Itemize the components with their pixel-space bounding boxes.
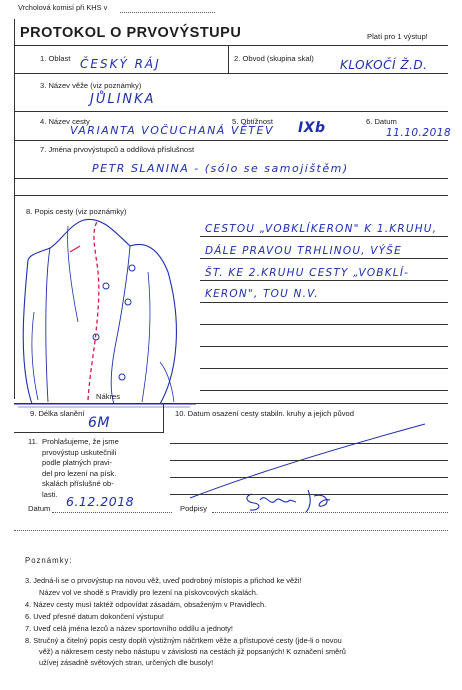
row-line-4 bbox=[14, 178, 448, 179]
field-datum-value: 11.10.2018 bbox=[386, 127, 452, 139]
field-slaneni-label: 9. Délka slanění bbox=[30, 409, 85, 418]
field-popis-label: 8. Popis cesty (viz poznámky) bbox=[26, 207, 127, 216]
field-obtiznost-label: 5. Obtížnost bbox=[232, 117, 273, 126]
commission-dotline bbox=[120, 12, 215, 13]
validity-note: Platí pro 1 výstup! bbox=[367, 32, 428, 41]
note-item: 3. Jedná-li se o prvovýstup na novou věž, uveď podrobný místopis a přichod ke věži! bbox=[25, 576, 302, 585]
popis-rule-1 bbox=[200, 236, 448, 237]
popis-rule-5 bbox=[200, 324, 448, 325]
row-line-6 bbox=[14, 403, 448, 404]
notes-separator bbox=[14, 530, 448, 531]
field-oblast-value: ČESKÝ RÁJ bbox=[80, 57, 161, 71]
popis-line-4: KERON", TOU N.V. bbox=[205, 288, 319, 300]
field-obvod-label: 2. Obvod (skupina skal) bbox=[234, 54, 314, 63]
commission-line: Vrcholová komisí při KHS v bbox=[18, 3, 108, 12]
page-title: PROTOKOL O PRVOVÝSTUPU bbox=[20, 25, 242, 41]
prohlaseni-block: 11. Prohlašujeme, že jsme prvovýstup uskutečnili podle platných pravi- del pro lezení na písk. skalách příslušné ob- lasti. bbox=[28, 437, 119, 499]
popis-rule-8 bbox=[200, 390, 448, 391]
route-sketch bbox=[10, 212, 200, 412]
note-item: věž) a nákresem cesty nebo nástupu v závislosti na cestách již popsaných! K označení směrů bbox=[39, 647, 346, 656]
popis-rule-7 bbox=[200, 368, 448, 369]
signature-mark bbox=[240, 486, 350, 516]
datum-value: 6.12.2018 bbox=[66, 494, 135, 509]
field-oblast-label: 1. Oblast bbox=[40, 54, 71, 63]
field-obtiznost-value: IXb bbox=[298, 120, 326, 136]
field-datum-label: 6. Datum bbox=[366, 117, 397, 126]
datum-label: Datum bbox=[28, 504, 51, 513]
note-item: 4. Název cesty musí taktéž odpovídat zásadám, obsaženým v Pravidlech. bbox=[25, 600, 267, 609]
row-line-1 bbox=[14, 73, 448, 74]
popis-rule-6 bbox=[200, 346, 448, 347]
popis-line-2: DÁLE PRAVOU TRHLINOU, VÝŠE bbox=[205, 245, 402, 257]
field-osazeni-label: 10. Datum osazení cesty stabiln. kruhy a jejich původ bbox=[175, 409, 354, 418]
row-line-5 bbox=[14, 195, 448, 196]
field-jmena-label: 7. Jména prvovýstupců a oddílová příslušnost bbox=[40, 145, 195, 154]
popis-line-3: ŠT. KE 2.KRUHU CESTY „VOBKLÍ- bbox=[205, 267, 410, 279]
podpisy-label: Podpisy bbox=[180, 504, 208, 513]
row-line-7 bbox=[14, 432, 164, 433]
col-divider-1 bbox=[228, 45, 229, 73]
note-item: 8. Stručný a čitelný popis cesty doplň výstižným náčrtkem věže a přístupové cesty (jde-li o novou bbox=[25, 636, 342, 645]
popis-rule-2 bbox=[200, 258, 448, 259]
osazeni-rule-3 bbox=[170, 477, 448, 478]
frame-top bbox=[14, 45, 448, 46]
field-slaneni-value: 6M bbox=[88, 415, 110, 431]
field-obvod-value: KLOKOČÍ Ž.D. bbox=[340, 58, 428, 72]
popis-rule-4 bbox=[200, 302, 448, 303]
popis-rule-3 bbox=[200, 280, 448, 281]
field-cesty-label: 4. Název cesty bbox=[40, 117, 90, 126]
note-item: užívej zásadně světových stran, určených dle busoly! bbox=[39, 658, 214, 667]
sketch-label: Nákres bbox=[96, 392, 121, 401]
osazeni-rule-2 bbox=[170, 460, 448, 461]
note-item: 6. Uveď přesné datum dokončení výstupu! bbox=[25, 612, 164, 621]
row-line-2 bbox=[14, 111, 448, 112]
field-jmena-value: PETR SLANINA - (sólo se samojištěm) bbox=[92, 162, 349, 175]
field-cesty-value: VARIANTA VOČUCHANÁ VĚTEV bbox=[70, 124, 274, 137]
notes-title: Poznámky: bbox=[25, 556, 73, 565]
note-item: Název vol ve shodě s Pravidly pro lezení na pískovcových skalách. bbox=[39, 588, 258, 597]
osazeni-rule-1 bbox=[170, 443, 448, 444]
field-veze-label: 3. Název věže (viz poznámky) bbox=[40, 81, 142, 90]
popis-line-1: CESTOU „VOBKLÍKERON" K 1.KRUHU, bbox=[205, 223, 438, 235]
note-item: 7. Uveď celá jména lezců a název sportovního oddílu a jednoty! bbox=[25, 624, 233, 633]
field-veze-value: JŮLINKA bbox=[90, 92, 156, 107]
datum-dotline bbox=[52, 512, 172, 513]
row-line-3 bbox=[14, 140, 448, 141]
